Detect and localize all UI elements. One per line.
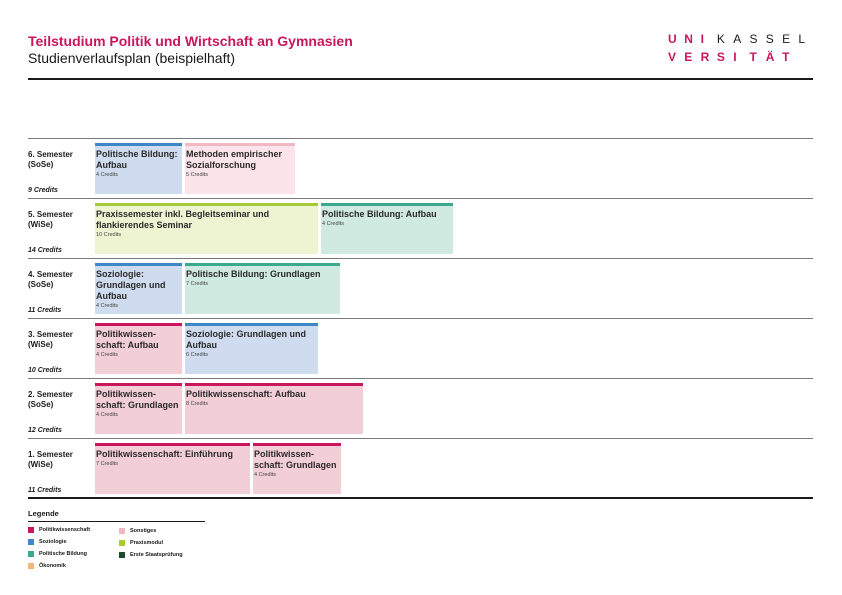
legend-item: Politische Bildung: [28, 551, 87, 557]
grid-bottom-rule: [28, 497, 813, 499]
row-divider: [28, 198, 813, 199]
legend-swatch: [28, 539, 34, 545]
module-box[interactable]: Politikwissenschaft: Einführung 7 Credits: [95, 443, 250, 494]
legend-item: Soziologie: [28, 539, 67, 545]
row-divider: [28, 318, 813, 319]
semester-1-label: 1. Semester (WiSe): [28, 450, 73, 469]
semester-4-credits: 11 Credits: [28, 307, 62, 314]
semester-2-credits: 12 Credits: [28, 427, 62, 434]
semester-3-credits: 10 Credits: [28, 367, 62, 374]
module-box[interactable]: Politische Bildung: Aufbau 4 Credits: [95, 143, 182, 194]
legend-swatch: [28, 551, 34, 557]
semester-6-label: 6. Semester (SoSe): [28, 150, 73, 169]
module-box[interactable]: Politikwissen-schaft: Aufbau 4 Credits: [95, 323, 182, 374]
header-divider: [28, 78, 813, 80]
semester-6-credits: 9 Credits: [28, 187, 58, 194]
semester-2-label: 2. Semester (SoSe): [28, 390, 73, 409]
legend-swatch: [28, 563, 34, 569]
page-title: Teilstudium Politik und Wirtschaft an Gymnasien: [28, 33, 353, 49]
module-box[interactable]: Soziologie: Grundlagen und Aufbau 4 Credits: [95, 263, 182, 314]
legend-item: Erste Staatsprüfung: [119, 552, 183, 558]
module-box[interactable]: Politikwissenschaft: Aufbau 8 Credits: [185, 383, 363, 434]
semester-5-credits: 14 Credits: [28, 247, 62, 254]
semester-4-label: 4. Semester (SoSe): [28, 270, 73, 289]
module-box[interactable]: Methoden empirischer Sozialforschung 5 Credits: [185, 143, 295, 194]
legend-item: Politikwissenschaft: [28, 527, 90, 533]
row-divider: [28, 438, 813, 439]
legend-item: Sonstiges: [119, 528, 156, 534]
legend-divider: [28, 521, 205, 522]
legend-swatch: [28, 527, 34, 533]
page-subtitle: Studienverlaufsplan (beispielhaft): [28, 50, 236, 66]
row-divider: [28, 378, 813, 379]
semester-5-label: 5. Semester (WiSe): [28, 210, 73, 229]
module-box[interactable]: Politische Bildung: Grundlagen 7 Credits: [185, 263, 340, 314]
module-box[interactable]: Soziologie: Grundlagen und Aufbau 6 Credits: [185, 323, 318, 374]
legend-title: Legende: [28, 509, 59, 518]
module-box[interactable]: Politische Bildung: Aufbau 4 Credits: [321, 203, 453, 254]
row-divider: [28, 138, 813, 139]
legend-swatch: [119, 540, 125, 546]
legend-item: Praxismodul: [119, 540, 163, 546]
row-divider: [28, 258, 813, 259]
semester-1-credits: 11 Credits: [28, 487, 62, 494]
module-box[interactable]: Politikwissen-schaft: Grundlagen 4 Credits: [95, 383, 182, 434]
legend-swatch: [119, 552, 125, 558]
semester-3-label: 3. Semester (WiSe): [28, 330, 73, 349]
legend-item: Ökonomik: [28, 563, 66, 569]
module-box[interactable]: Praxissemester inkl. Begleitseminar und flankierendes Seminar 10 Credits: [95, 203, 318, 254]
university-logo: U N I K A S S E L V E R S I T Ä T: [668, 32, 806, 64]
module-box[interactable]: Politikwissen-schaft: Grundlagen 4 Credits: [253, 443, 341, 494]
legend-swatch: [119, 528, 125, 534]
